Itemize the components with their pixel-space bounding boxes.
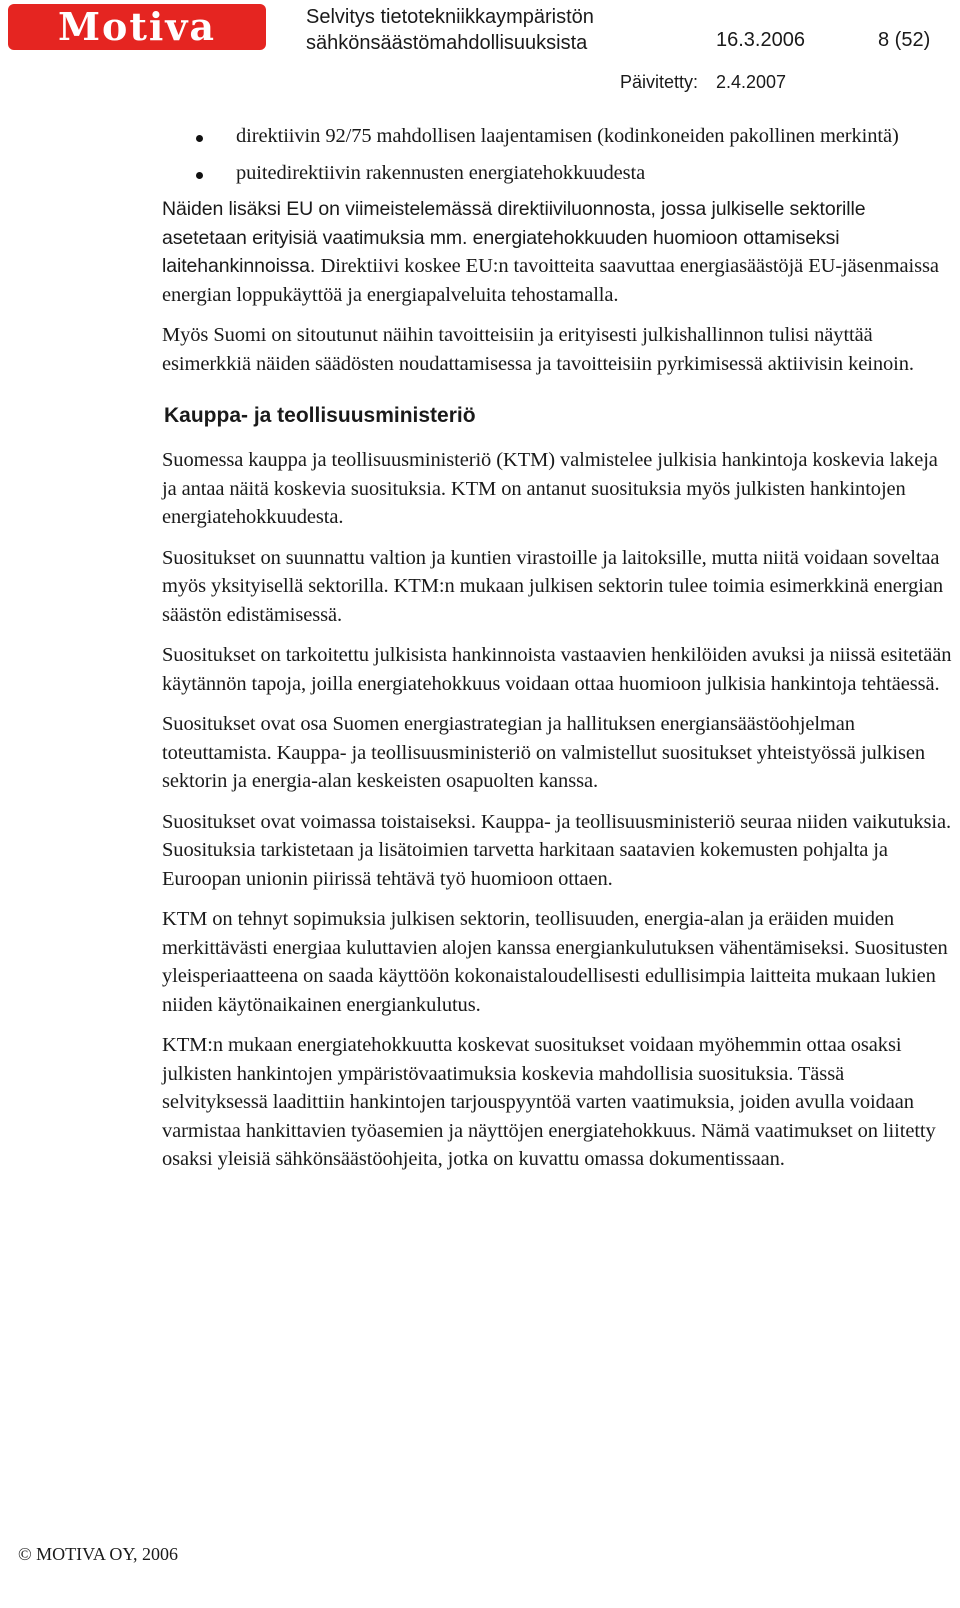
page-body <box>162 122 952 1186</box>
document-date: 16.3.2006 <box>716 29 805 51</box>
updated-label: Päivitetty: <box>620 72 699 92</box>
document-title <box>306 4 726 56</box>
bullet-icon <box>196 135 203 142</box>
paragraph: Suositukset on suunnattu valtion ja kuntien virastoille ja laitoksille, mutta niitä voidaan soveltaa myös yksityisellä sektorilla. KTM:n mukaan julkisen sektorin tulee toimia esimerkkinä energian säästön edistämisessä. <box>162 546 944 626</box>
paragraph: Suositukset ovat osa Suomen energiastrategian ja hallituksen energiansäästöohjelman toteuttamista. Kauppa- ja teollisuusministeriö on valmistellut suositukset yhteistyössä julkisen sektorin ja energia-alan keskeisten osapuolten kanssa. <box>162 713 926 792</box>
paragraph: Suomessa kauppa ja teollisuusministeriö (KTM) valmistelee julkisia hankintoja koskevia lakeja ja antaa näitä koskevia suosituksia. KTM on antanut suosituksia myös julkisten hankintojen energiatehokkuudesta. <box>162 449 938 528</box>
list-item: puitedirektiivin rakennusten energiatehokkuudesta <box>162 159 952 188</box>
paragraph: KTM:n mukaan energiatehokkuutta koskevat suositukset voidaan myöhemmin ottaa osaksi julkisten hankintojen ympäristövaatimuksia koskevia mahdollisia suosituksia. Tässä selvityksessä laadittiin hankintojen tarjouspyyntöä varten vaatimuksia, joiden avulla voidaan varmistaa hankittavien työasemien ja näyttöjen energiatehokkuus. Nämä vaatimukset on liitetty osaksi yleisiä sähkönsäästöohjeita, jotka on kuvattu omassa dokumentissaan. <box>162 1034 936 1170</box>
footer-copyright: © MOTIVA OY, 2006 <box>18 1544 179 1564</box>
page-number: 8 (52) <box>878 29 931 51</box>
paragraph: Suositukset ovat voimassa toistaiseksi. Kauppa- ja teollisuusministeriö seuraa niiden vaikutuksia. Suosituksia tarkistetaan ja lisätoimien tarvetta harkitaan saatavien kokemusten pohjalta ja Euroopan unionin piirissä tehtävä työ huomioon ottaen. <box>162 810 952 890</box>
title-line-1: Selvitys tietotekniikkaympäristön <box>306 6 594 28</box>
paragraph: Suositukset on tarkoitettu julkisista hankinnoista vastaavien henkilöiden avuksi ja niissä esitetään käytännön tapoja, joilla energiatehokkuus voidaan ottaa huomioon julkisia hankintoja tehtäessä. <box>162 644 952 695</box>
section-heading: Kauppa- ja teollisuusministeriö <box>164 404 476 427</box>
logo-text: Motiva <box>57 4 217 49</box>
list-item: direktiivin 92/75 mahdollisen laajentamisen (kodinkoneiden pakollinen merkintä) <box>162 122 952 151</box>
paragraph: Näiden lisäksi EU on viimeistelemässä direktiiviluonnosta, jossa julkiselle sektorille asetetaan erityisiä vaatimuksia mm. energiatehokkuuden huomioon ottamiseksi laitehankinnoissa. Direktiivi koskee EU:n tavoitteita saavuttaa energiasäästöjä EU-jäsenmaissa energian loppukäyttöä ja energiapalveluita tehostamalla. <box>162 198 939 306</box>
bullet-icon <box>196 172 203 179</box>
paragraph: KTM on tehnyt sopimuksia julkisen sektorin, teollisuuden, energia-alan ja eräiden muiden merkittävästi energiaa kuluttavien alojen kanssa energiankulutuksen vähentämiseksi. Suositusten yleisperiaatteena on saada käyttöön kokonaistaloudellisesti edullisimpia laitteita mukaan lukien niiden käytönaikainen energiankulutus. <box>162 908 948 1016</box>
bullet-list <box>162 122 952 187</box>
title-line-2: sähkönsäästömahdollisuuksista <box>306 32 588 54</box>
motiva-logo <box>8 4 266 50</box>
updated-date: 2.4.2007 <box>716 72 787 92</box>
paragraph: Myös Suomi on sitoutunut näihin tavoitteisiin ja erityisesti julkishallinnon tulisi näyttää esimerkkiä näiden säädösten noudattamisessa ja tavoitteisiin pyrkimisessä aktiivisin keinoin. <box>162 324 914 375</box>
